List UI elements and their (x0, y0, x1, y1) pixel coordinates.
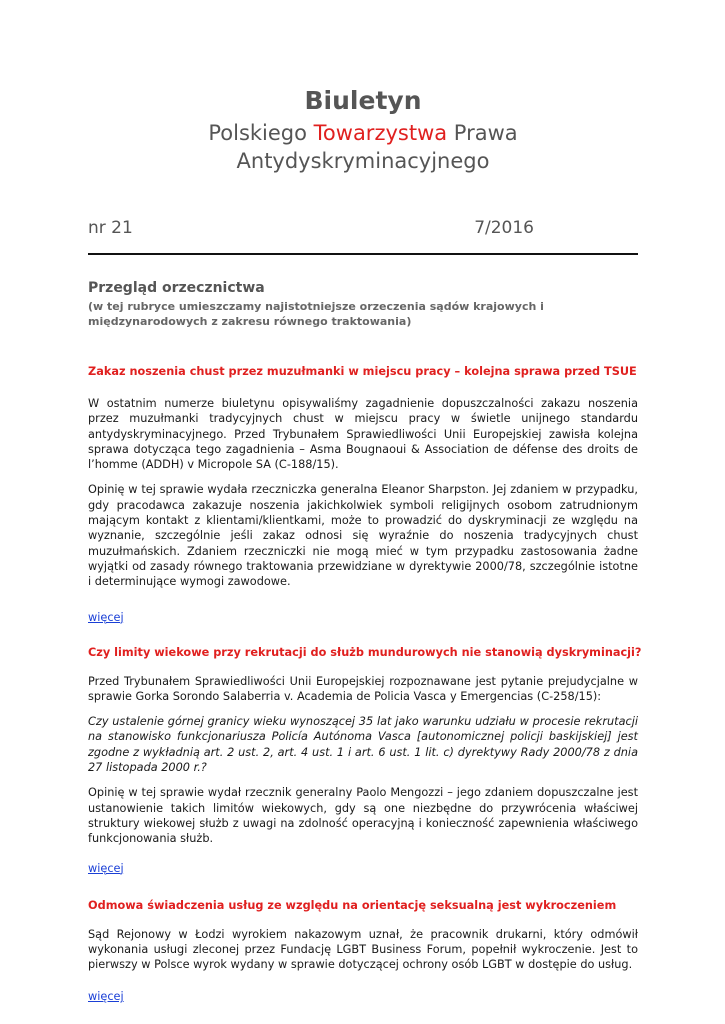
section-subtitle: (w tej rubryce umieszczamy najistotniejsze orzeczenia sądów krajowych i międzynarodowych z zakresu równego traktowania) (88, 300, 544, 328)
article-paragraph: Przed Trybunałem Sprawiedliwości Unii Europejskiej rozpoznawane jest pytanie prejudycjalne w sprawie Gorka Sorondo Salaberria v. Academia de Policia Vasca y Emergencias (C-258/15): (88, 674, 638, 703)
section-title: Przegląd orzecznictwa (88, 280, 265, 296)
bulletin-title: Biuletyn (304, 86, 422, 115)
article-paragraph: Opinię w tej sprawie wydała rzeczniczka generalna Eleanor Sharpston. Jej zdaniem w przypadku, gdy pracodawca zakazuje noszenia jakichkolwiek symboli religijnych osobom zatrudnionym mającym kontakt z klientami/klientkami, może to prowadzić do dyskryminacji ze względu na wyznanie, szczególnie jeśli zakaz odnosi się wyraźnie do noszenia tradycyjnych chust muzułmańskich. Zdaniem rzeczniczki nie mogą mieć w tym przypadku zastosowania żadne wyjątki od zasady równego traktowania przewidziane w dyrektywie 2000/78, szczególnie istotne i determinujące wymogi zawodowe. (88, 483, 638, 589)
article-title: Odmowa świadczenia usług ze względu na orientację seksualną jest wykroczeniem (88, 898, 617, 912)
bulletin-page (88, 0, 642, 1004)
article-paragraph: Sąd Rejonowy w Łodzi wyrokiem nakazowym uznał, że pracownik drukarni, który odmówił wykonania usługi zleconej przez Fundację LGBT Business Forum, popełnił wykroczenie. Jest to pierwszy w Polsce wyrok wydany w sprawie dotyczącej ochrony osób LGBT w dostępie do usług. (88, 927, 638, 972)
more-link[interactable]: więcej (88, 861, 124, 875)
issue-info (88, 217, 638, 239)
subtitle-part-1: Polskiego (208, 121, 314, 145)
issue-date: 7/2016 (474, 218, 534, 238)
article-title: Czy limity wiekowe przy rekrutacji do służb mundurowych nie stanowią dyskryminacji? (88, 645, 642, 659)
more-link[interactable]: więcej (88, 990, 124, 1004)
article-title: Zakaz noszenia chust przez muzułmanki w miejscu pracy – kolejna sprawa przed TSUE (88, 365, 637, 378)
article-quote: Czy ustalenie górnej granicy wieku wynoszącej 35 lat jako warunku udziału w procesie rekrutacji na stanowisko funkcjonariusza Policía Autónoma Vasca [autonomicznej policji baskijskiej] jest zgodne z wykładnią art. 2 ust. 2, art. 4 ust. 1 i art. 6 ust. 1 lit. c) dyrektywy Rady 2000/78 z dnia 27 listopada 2000 r.? (88, 715, 638, 775)
bulletin-subtitle (88, 119, 638, 175)
subtitle-highlight: Towarzystwa (313, 121, 448, 145)
more-link[interactable]: więcej (88, 610, 124, 624)
article-paragraph: Opinię w tej sprawie wydał rzecznik generalny Paolo Mengozzi – jego zdaniem dopuszczalne jest ustanowienie takich limitów wiekowych, gdy są one niezbędne do przywrócenia właściwej struktury wiekowej służb z uwagi na zdolność operacyjną i konieczność zapewnienia właściwego funkcjonowania służb. (88, 786, 638, 846)
subtitle-part-2: Prawa Antydyskryminacyjnego (236, 121, 518, 173)
article-paragraph: W ostatnim numerze biuletynu opisywaliśmy zagadnienie dopuszczalności zakazu noszenia przez muzułmanki tradycyjnych chust w miejscu pracy w świetle unijnego standardu antydyskryminacyjnego. Przed Trybunałem Sprawiedliwości Unii Europejskiej zawisła kolejna sprawa dotycząca tego zagadnienia – Asma Bougnaoui & Association de défense des droits de l’homme (ADDH) v Micropole SA (C-188/15). (88, 397, 638, 472)
issue-number: nr 21 (88, 218, 133, 238)
header-divider (88, 253, 638, 255)
